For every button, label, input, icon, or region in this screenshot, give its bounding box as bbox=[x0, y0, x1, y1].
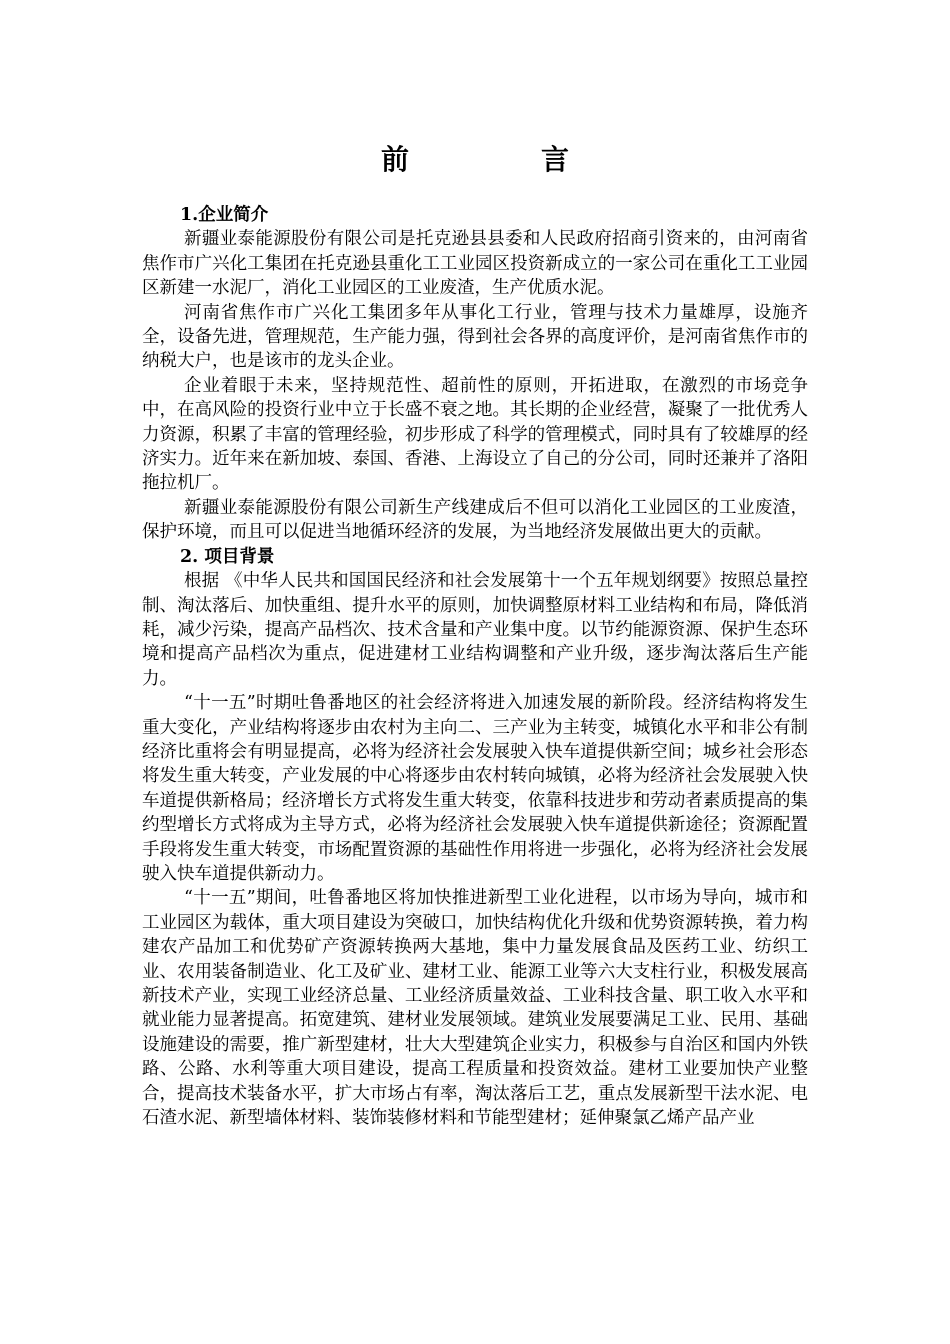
paragraph: 河南省焦作市广兴化工集团多年从事化工行业，管理与技术力量雄厚，设施齐全，设备先进，管理规范，生产能力强，得到社会各界的高度评价，是河南省焦作市的纳税大户，也是该市的龙头企业。 bbox=[142, 302, 808, 372]
paragraph: 根据 《中华人民共和国国民经济和社会发展第十一个五年规划纲要》按照总量控制、淘汰落后、加快重组、提升水平的原则，加快调整原材料工业结构和布局，降低消耗，减少污染，提高产品档次、技术含量和产业集中度。以节约能源资源、保护生态环境和提高产品档次为重点，促进建材工业结构调整和产业升级，逐步淘汰落后生产能力。 bbox=[142, 571, 808, 689]
section-heading-project-background: 2. 项目背景 bbox=[180, 546, 275, 567]
section-heading-company-intro: 1.企业简介 bbox=[180, 205, 269, 225]
paragraph: “十一五”期间，吐鲁番地区将加快推进新型工业化进程，以市场为导向，城市和工业园区为载体，重大项目建设为突破口，加快结构优化升级和优势资源转换，着力构建农产品加工和优势矿产资源转换两大基地，集中力量发展食品及医药工业、纺织工业、农用装备制造业、化工及矿业、建材工业、能源工业等六大支柱行业，积极发展高新技术产业，实现工业经济总量、工业经济质量效益、工业科技含量、职工收入水平和就业能力显著提高。拓宽建筑、建材业发展领域。建筑业发展要满足工业、民用、基础设施建设的需要，推广新型建材，壮大大型建筑企业实力，积极参与自治区和国内外铁路、公路、水利等重大项目建设，提高工程质量和投资效益。建材工业要加快产业整合，提高技术装备水平，扩大市场占有率，淘汰落后工艺，重点发展新型干法水泥、电石渣水泥、新型墙体材料、装饰装修材料和节能型建材；延伸聚氯乙烯产品产业 bbox=[142, 888, 808, 1129]
document-body bbox=[142, 203, 808, 1130]
paragraph: 新疆业泰能源股份有限公司是托克逊县县委和人民政府招商引资来的，由河南省焦作市广兴化工集团在托克逊县重化工工业园区投资新成立的一家公司在重化工工业园区新建一水泥厂，消化工业园区的工业废渣，生产优质水泥。 bbox=[142, 229, 808, 299]
paragraph: “十一五”时期吐鲁番地区的社会经济将进入加速发展的新阶段。经济结构将发生重大变化，产业结构将逐步由农村为主向二、三产业为主转变，城镇化水平和非公有制经济比重将会有明显提高，必将为经济社会发展驶入快车道提供新空间；城乡社会形态将发生重大转变，产业发展的中心将逐步由农村转向城镇，必将为经济社会发展驶入快车道提供新格局；经济增长方式将发生重大转变，依靠科技进步和劳动者素质提高的集约型增长方式将成为主导方式，必将为经济社会发展驶入快车道提供新途径；资源配置手段将发生重大转变，市场配置资源的基础性作用将进一步强化，必将为经济社会发展驶入快车道提供新动力。 bbox=[142, 693, 808, 884]
paragraph: 企业着眼于未来，坚持规范性、超前性的原则，开拓进取，在激烈的市场竞争中，在高风险的投资行业中立于长盛不衰之地。其长期的企业经营，凝聚了一批优秀人力资源，积累了丰富的管理经验，初步形成了科学的管理模式，同时具有了较雄厚的经济实力。近年来在新加坡、泰国、香港、上海设立了自己的分公司，同时还兼并了洛阳拖拉机厂。 bbox=[142, 375, 808, 494]
paragraph: 新疆业泰能源股份有限公司新生产线建成后不但可以消化工业园区的工业废渣，保护环境，而且可以促进当地循环经济的发展，为当地经济发展做出更大的贡献。 bbox=[142, 497, 808, 543]
page-title: 前 言 bbox=[380, 143, 621, 176]
